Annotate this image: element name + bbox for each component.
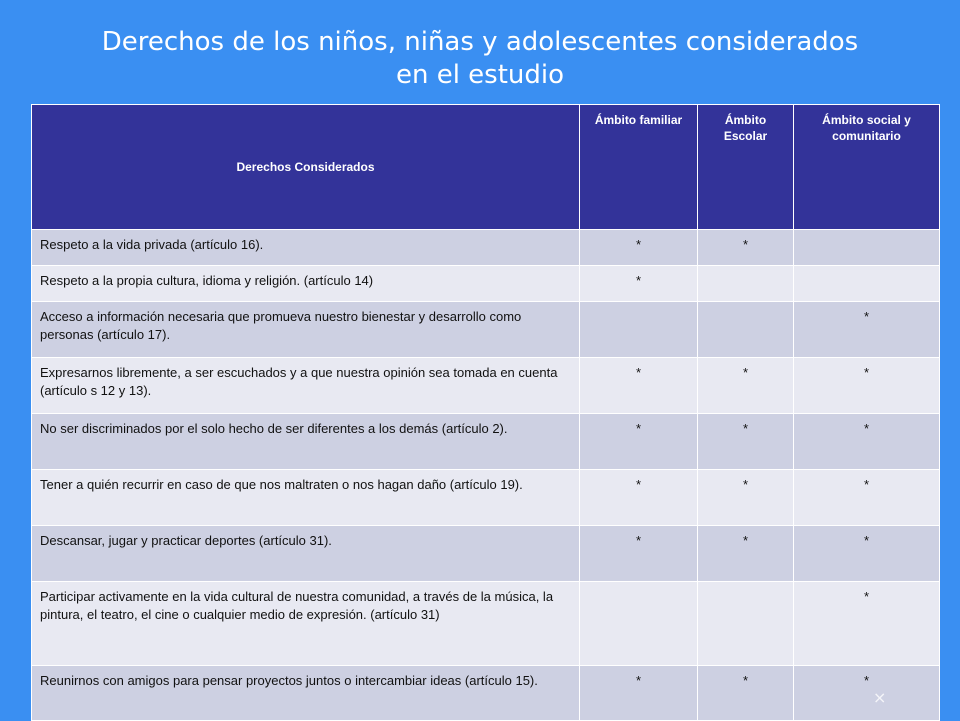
community-cell: * xyxy=(794,358,940,414)
community-cell: * xyxy=(794,302,940,358)
footer-mark-icon: × xyxy=(873,688,887,707)
table-row xyxy=(32,302,940,358)
community-cell: * xyxy=(794,470,940,526)
rights-table xyxy=(31,104,940,721)
family-cell: * xyxy=(580,358,698,414)
right-cell: Expresarnos libremente, a ser escuchados y a que nuestra opinión sea tomada en cuenta (artículo s 12 y 13). xyxy=(32,358,580,414)
school-cell xyxy=(698,266,794,302)
table-row xyxy=(32,266,940,302)
community-cell: * xyxy=(794,666,940,721)
title-line-2: en el estudio xyxy=(395,60,565,90)
right-cell: Respeto a la vida privada (artículo 16). xyxy=(32,230,580,266)
right-cell: Participar activamente en la vida cultural de nuestra comunidad, a través de la música, la pintura, el teatro, el cine o cualquier medio de expresión. (artículo 31) xyxy=(32,582,580,666)
right-cell: Reunirnos con amigos para pensar proyectos juntos o intercambiar ideas (artículo 15). xyxy=(32,666,580,721)
table-row xyxy=(32,414,940,470)
community-cell xyxy=(794,266,940,302)
school-cell: * xyxy=(698,230,794,266)
family-cell xyxy=(580,582,698,666)
community-cell: * xyxy=(794,414,940,470)
family-cell: * xyxy=(580,526,698,582)
table-row xyxy=(32,230,940,266)
table-row xyxy=(32,526,940,582)
header-school: Ámbito Escolar xyxy=(698,105,794,230)
school-cell: * xyxy=(698,526,794,582)
family-cell: * xyxy=(580,470,698,526)
right-cell: Respeto a la propia cultura, idioma y religión. (artículo 14) xyxy=(32,266,580,302)
slide-title xyxy=(0,26,960,92)
right-cell: No ser discriminados por el solo hecho de ser diferentes a los demás (artículo 2). xyxy=(32,414,580,470)
school-cell: * xyxy=(698,666,794,721)
table-header-row xyxy=(32,105,940,230)
school-cell: * xyxy=(698,358,794,414)
header-rights: Derechos Considerados xyxy=(32,105,580,230)
right-cell: Acceso a información necesaria que promueva nuestro bienestar y desarrollo como personas (artículo 17). xyxy=(32,302,580,358)
family-cell: * xyxy=(580,414,698,470)
right-cell: Descansar, jugar y practicar deportes (artículo 31). xyxy=(32,526,580,582)
school-cell xyxy=(698,302,794,358)
header-community: Ámbito social y comunitario xyxy=(794,105,940,230)
table-row xyxy=(32,582,940,666)
community-cell: * xyxy=(794,582,940,666)
school-cell xyxy=(698,582,794,666)
community-cell xyxy=(794,230,940,266)
header-family: Ámbito familiar xyxy=(580,105,698,230)
school-cell: * xyxy=(698,414,794,470)
right-cell: Tener a quién recurrir en caso de que nos maltraten o nos hagan daño (artículo 19). xyxy=(32,470,580,526)
community-cell: * xyxy=(794,526,940,582)
table-row xyxy=(32,666,940,721)
family-cell: * xyxy=(580,230,698,266)
family-cell: * xyxy=(580,266,698,302)
table-row xyxy=(32,358,940,414)
school-cell: * xyxy=(698,470,794,526)
title-line-1: Derechos de los niños, niñas y adolescentes considerados xyxy=(101,27,859,57)
family-cell: * xyxy=(580,666,698,721)
table-row xyxy=(32,470,940,526)
family-cell xyxy=(580,302,698,358)
